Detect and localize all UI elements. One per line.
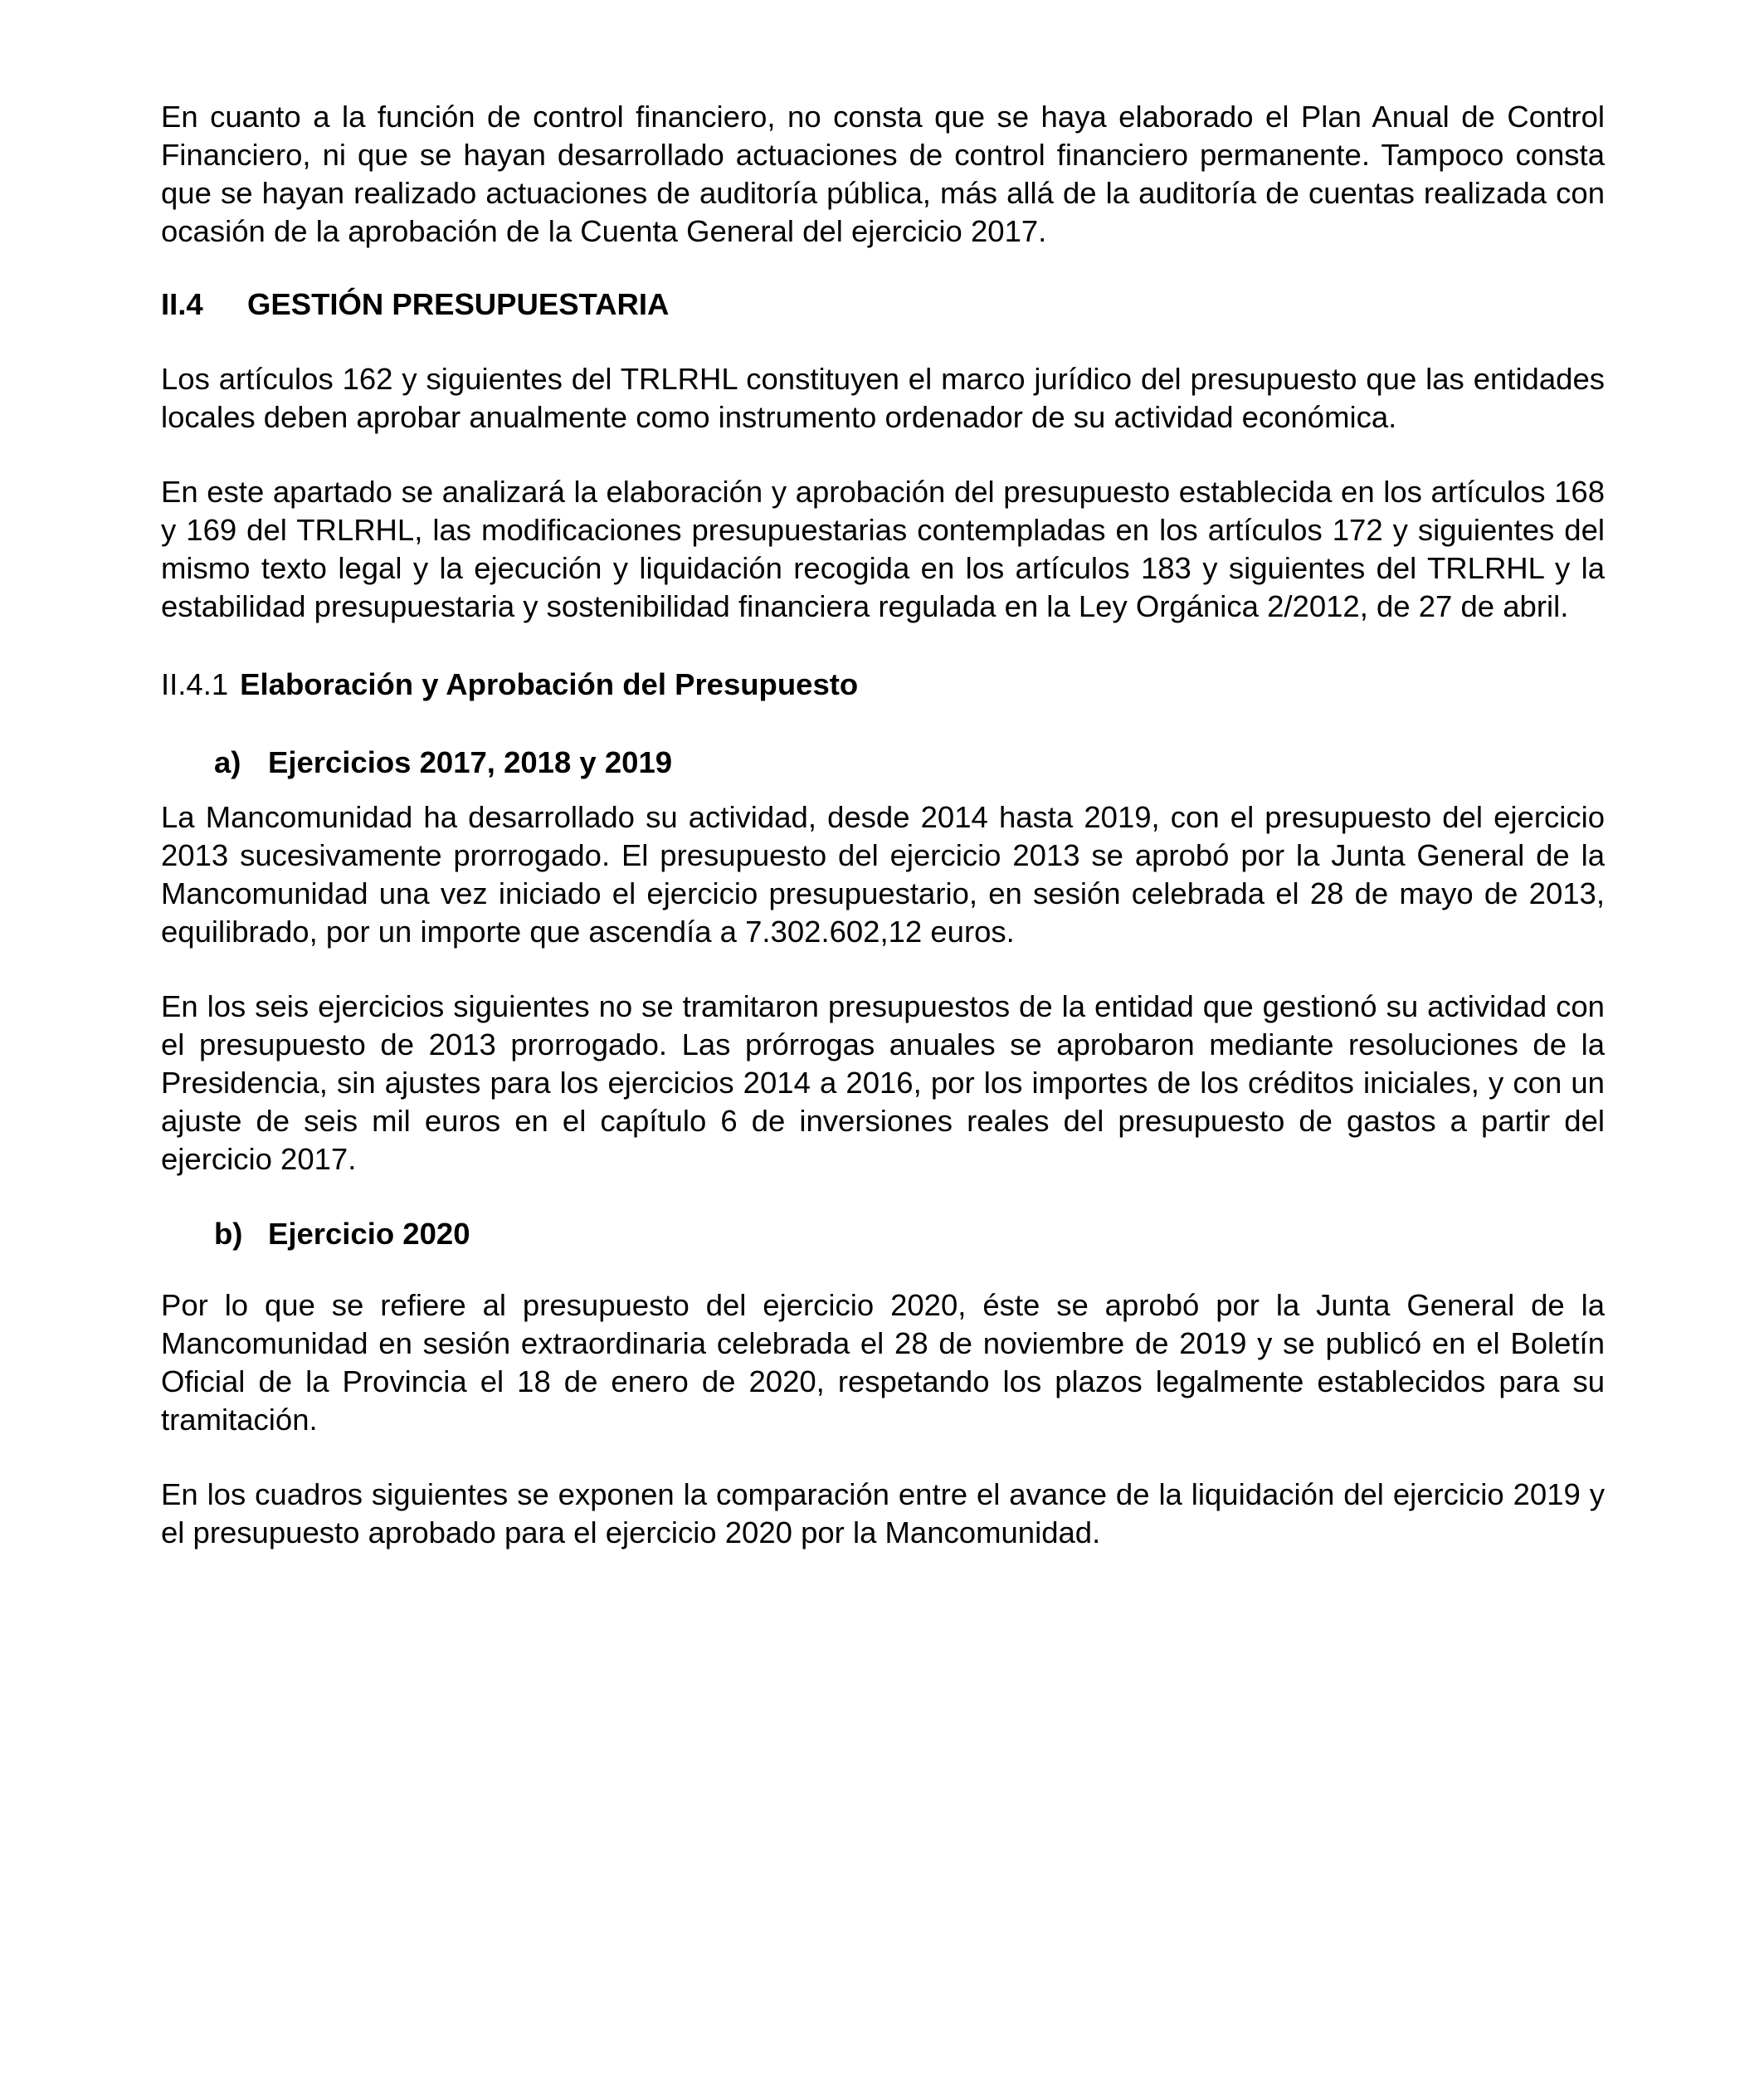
section-number: II.4 xyxy=(161,287,203,321)
paragraph-ejercicio-2020: Por lo que se refiere al presupuesto del ejercicio 2020, éste se aprobó por la Junta General de la Mancomunidad en sesión extraordinaria celebrada el 28 de noviembre de 2019 y se publicó en el Boletín Oficial de la Provincia el 18 de enero de 2020, respetando los plazos legalmente establecidos para su tramitación. xyxy=(161,1288,1605,1437)
paragraph-marco-juridico: Los artículos 162 y siguientes del TRLRHL constituyen el marco jurídico del presupuesto que las entidades locales deben aprobar anualmente como instrumento ordenador de su actividad económica. xyxy=(161,362,1605,434)
item-a-title: Ejercicios 2017, 2018 y 2019 xyxy=(268,745,673,779)
paragraph-apartado: En este apartado se analizará la elaboración y aprobación del presupuesto establecida en los artículos 168 y 169 del TRLRHL, las modificaciones presupuestarias contempladas en los artículos 172 y siguientes del mismo texto legal y la ejecución y liquidación recogida en los artículos 183 y siguientes del TRLRHL y la estabilidad presupuestaria y sostenibilidad financiera regulada en la Ley Orgánica 2/2012, de 27 de abril. xyxy=(161,475,1605,623)
section-title: GESTIÓN PRESUPUESTARIA xyxy=(247,287,670,321)
paragraph-cuadros: En los cuadros siguientes se exponen la comparación entre el avance de la liquidación del ejercicio 2019 y el presupuesto aprobado para el ejercicio 2020 por la Mancomunidad. xyxy=(161,1477,1605,1549)
subsection-heading xyxy=(161,666,1605,704)
item-b-title: Ejercicio 2020 xyxy=(268,1217,470,1251)
paragraph-control-financiero: En cuanto a la función de control financiero, no consta que se haya elaborado el Plan Anual de Control Financiero, ni que se hayan desarrollado actuaciones de control financiero permanente. Tampoco consta que se hayan realizado actuaciones de auditoría pública, más allá de la auditoría de cuentas realizada con ocasión de la aprobación de la Cuenta General del ejercicio 2017. xyxy=(161,100,1605,248)
subsection-title: Elaboración y Aprobación del Presupuesto xyxy=(240,667,859,701)
item-b-heading xyxy=(214,1215,1605,1253)
item-a-heading xyxy=(214,744,1605,782)
item-b-letter: b) xyxy=(214,1217,243,1251)
item-a-letter: a) xyxy=(214,745,241,779)
subsection-number: II.4.1 xyxy=(161,667,229,701)
paragraph-prorrogado: La Mancomunidad ha desarrollado su actividad, desde 2014 hasta 2019, con el presupuesto del ejercicio 2013 sucesivamente prorrogado. El presupuesto del ejercicio 2013 se aprobó por la Junta General de la Mancomunidad una vez iniciado el ejercicio presupuestario, en sesión celebrada el 28 de mayo de 2013, equilibrado, por un importe que ascendía a 7.302.602,12 euros. xyxy=(161,800,1605,949)
section-heading xyxy=(161,285,1605,324)
document-page xyxy=(161,98,1605,1552)
paragraph-prorrogas: En los seis ejercicios siguientes no se tramitaron presupuestos de la entidad que gestionó su actividad con el presupuesto de 2013 prorrogado. Las prórrogas anuales se aprobaron mediante resoluciones de la Presidencia, sin ajustes para los ejercicios 2014 a 2016, por los importes de los créditos iniciales, y con un ajuste de seis mil euros en el capítulo 6 de inversiones reales del presupuesto de gastos a partir del ejercicio 2017. xyxy=(161,989,1605,1176)
